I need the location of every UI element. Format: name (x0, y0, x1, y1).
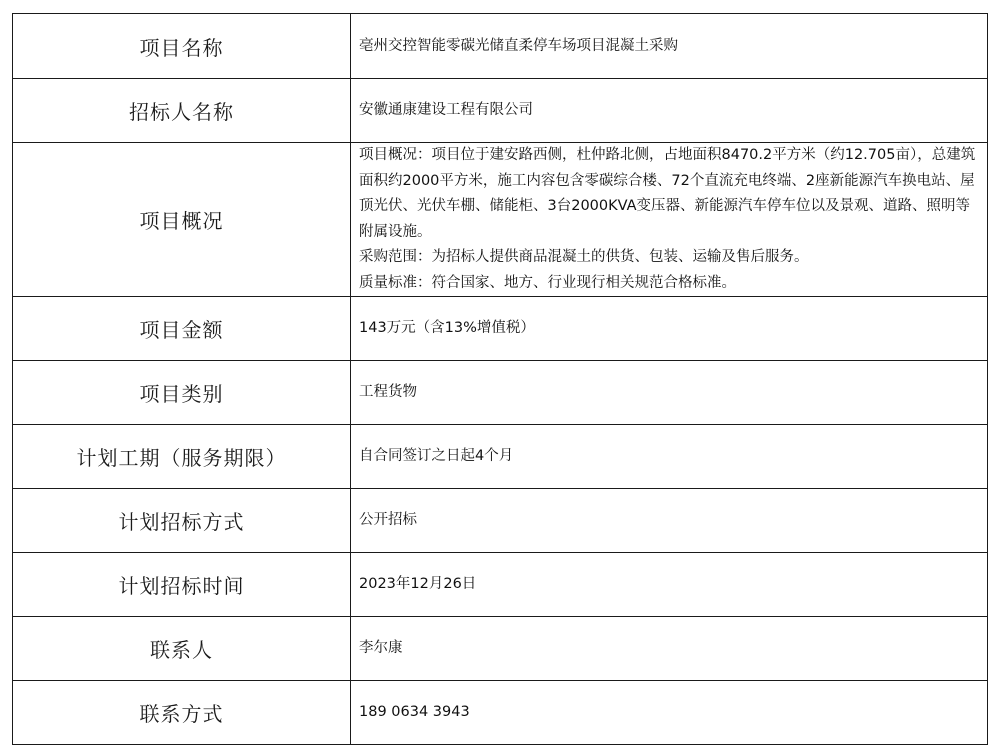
project-category-value: 工程货物 (351, 361, 988, 425)
project-name-label: 项目名称 (13, 14, 351, 79)
tender-time-value: 2023年12月26日 (351, 553, 988, 617)
tenderer-name-label: 招标人名称 (13, 79, 351, 143)
planned-duration-label: 计划工期（服务期限） (13, 425, 351, 489)
table-row-project-name (13, 14, 988, 79)
contact-person-label: 联系人 (13, 617, 351, 681)
table-row-amount (13, 297, 988, 361)
project-name-value: 亳州交控智能零碳光储直柔停车场项目混凝土采购 (351, 14, 988, 79)
quality-standard-paragraph: 质量标准：符合国家、地方、行业现行相关规范合格标准。 (359, 274, 736, 291)
project-overview-label: 项目概况 (13, 143, 351, 297)
project-info-table (12, 13, 988, 745)
table-row-contact-person (13, 617, 988, 681)
project-overview-value (351, 143, 988, 297)
contact-phone-label: 联系方式 (13, 681, 351, 745)
project-amount-label: 项目金额 (13, 297, 351, 361)
tender-method-label: 计划招标方式 (13, 489, 351, 553)
project-category-label: 项目类别 (13, 361, 351, 425)
table-row-tender-method (13, 489, 988, 553)
table-row-contact-phone (13, 681, 988, 745)
planned-duration-value: 自合同签订之日起4个月 (351, 425, 988, 489)
table-row-category (13, 361, 988, 425)
tender-time-label: 计划招标时间 (13, 553, 351, 617)
contact-phone-value: 189 0634 3943 (351, 681, 988, 745)
overview-paragraph: 项目概况：项目位于建安路西侧，杜仲路北侧，占地面积8470.2平方米（约12.705亩），总建筑面积约2000平方米，施工内容包含零碳综合楼、72个直流充电终端、2座新能源汽车换电站、屋顶光伏、光伏车棚、储能柜、3台2000KVA变压器、新能源汽车停车位以及景观、道路、照明等附属设施。 (359, 147, 976, 240)
tenderer-name-value: 安徽通康建设工程有限公司 (351, 79, 988, 143)
tender-method-value: 公开招标 (351, 489, 988, 553)
table-row-tender-time (13, 553, 988, 617)
project-amount-value: 143万元（含13%增值税） (351, 297, 988, 361)
contact-person-value: 李尔康 (351, 617, 988, 681)
table-row-tenderer (13, 79, 988, 143)
procurement-scope-paragraph: 采购范围：为招标人提供商品混凝土的供货、包装、运输及售后服务。 (359, 249, 809, 265)
table-row-duration (13, 425, 988, 489)
table-row-overview (13, 143, 988, 297)
